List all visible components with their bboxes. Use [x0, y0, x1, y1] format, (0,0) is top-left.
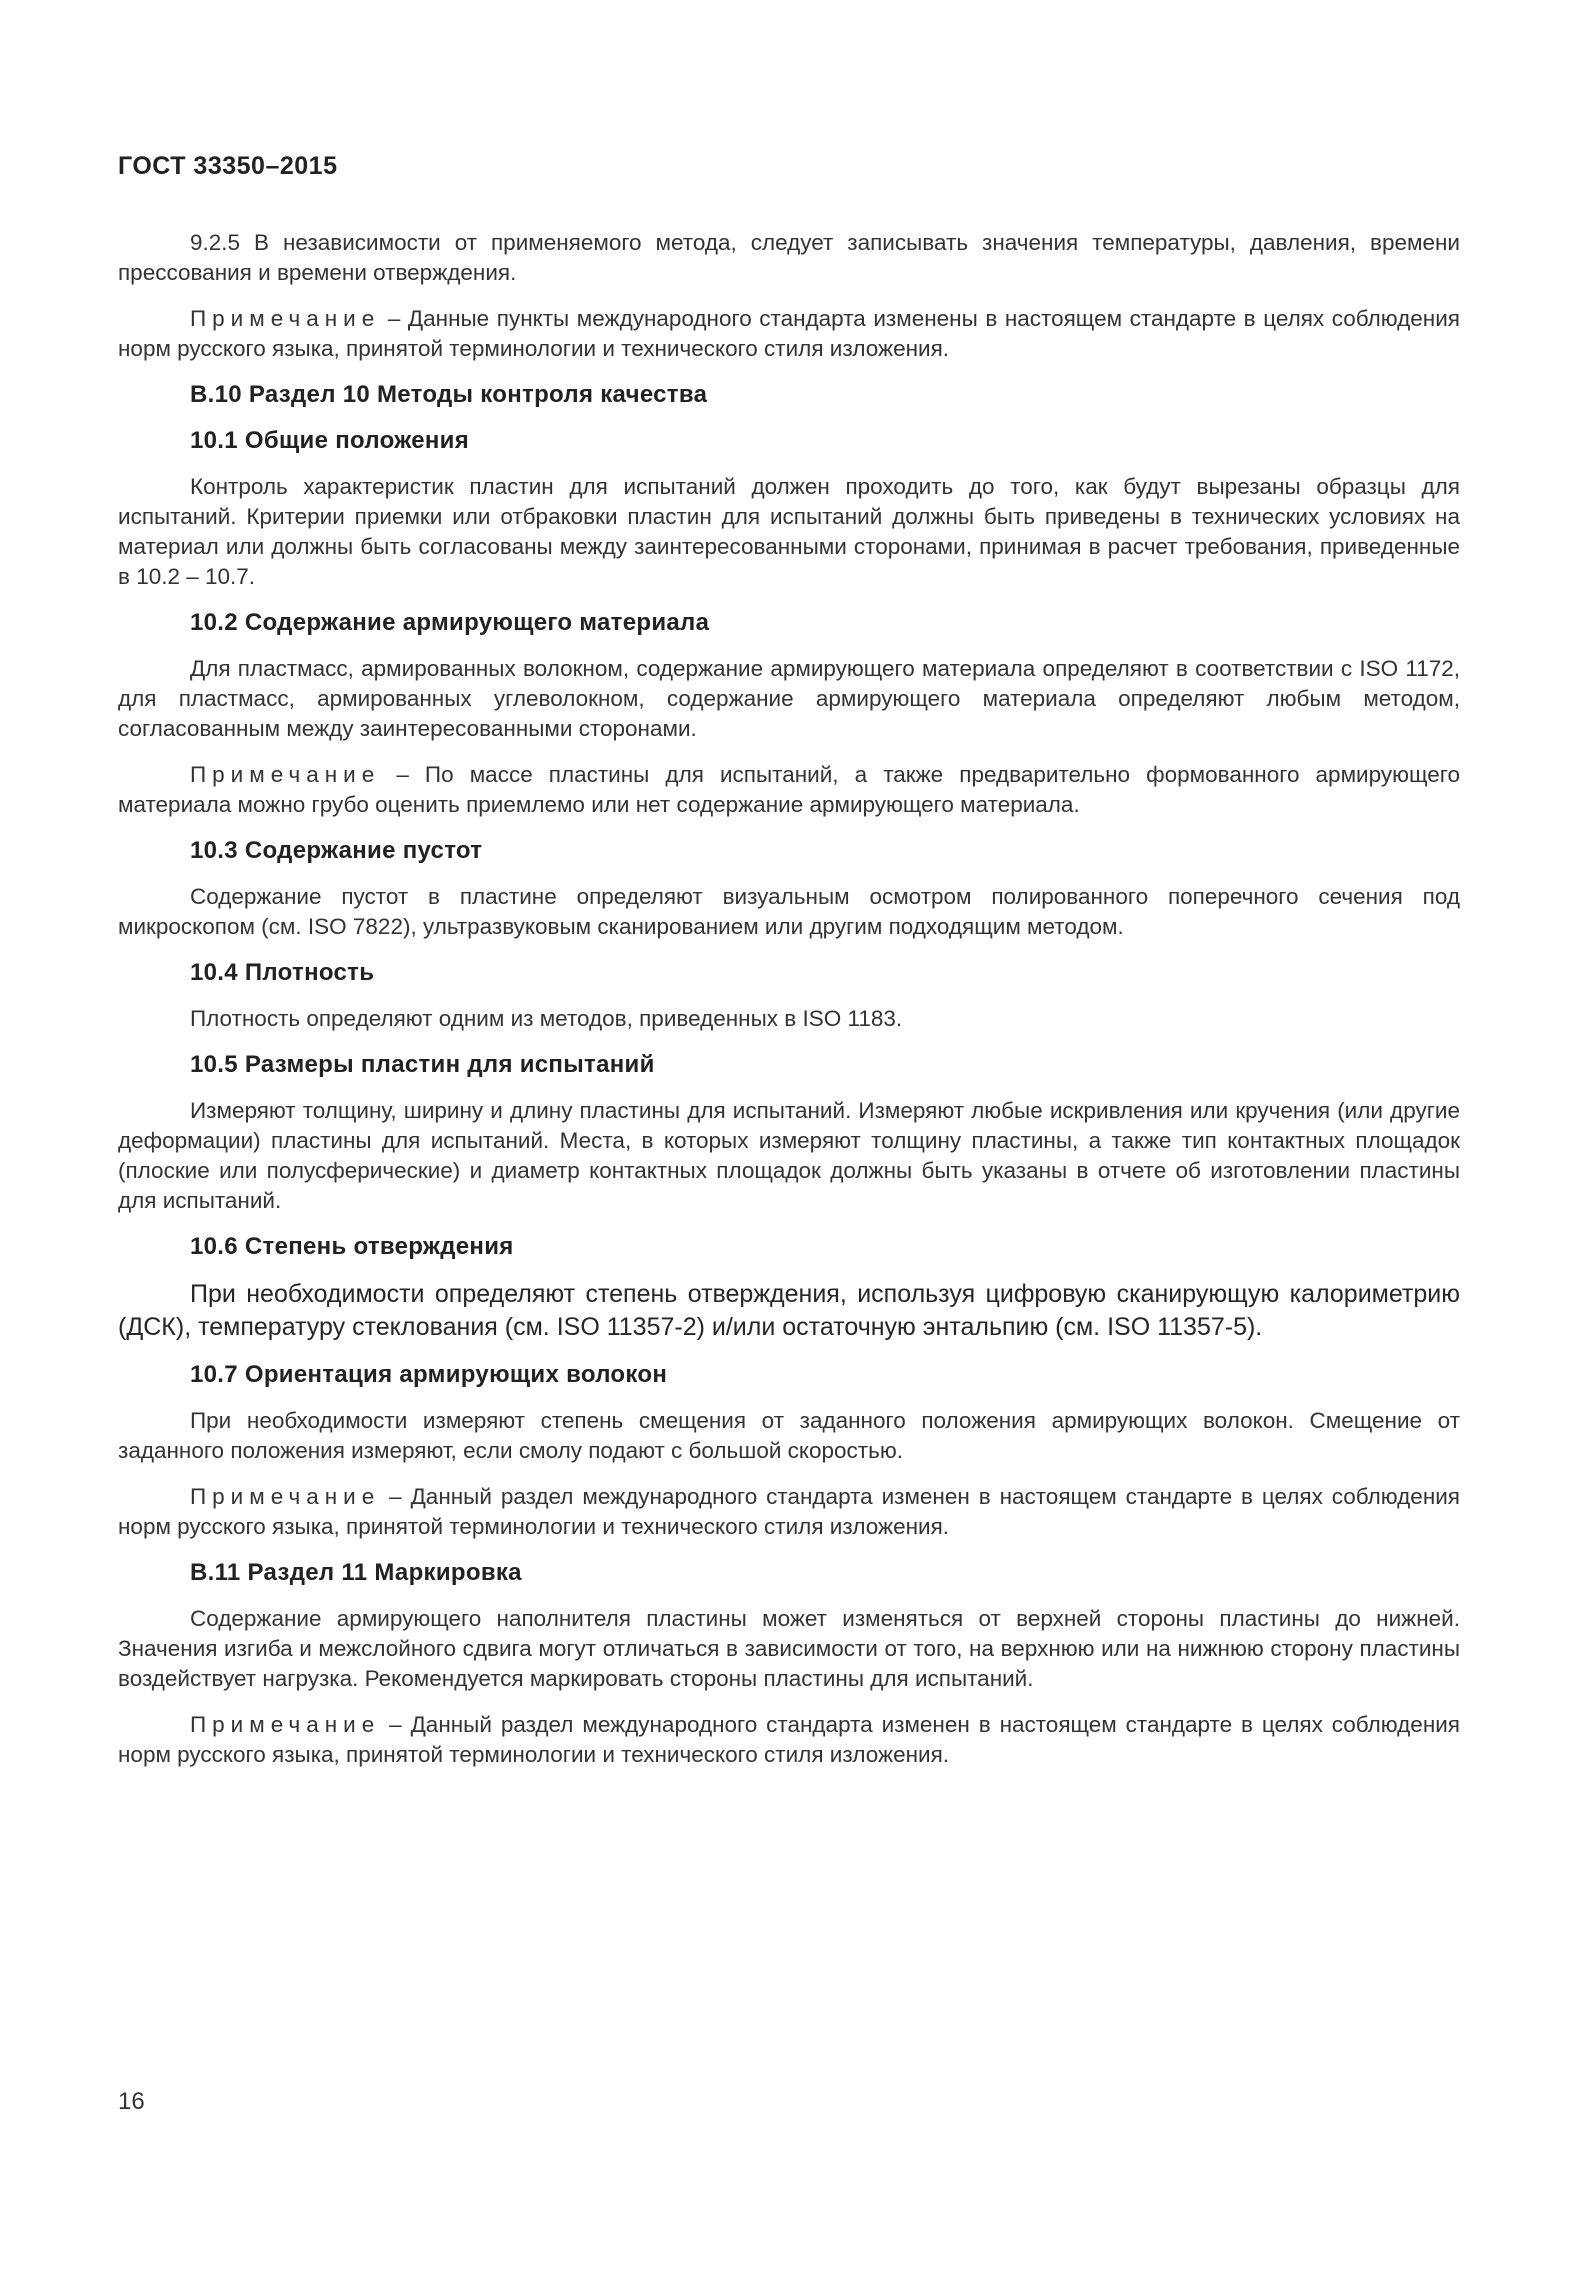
section-heading-10-7: 10.7 Ориентация армирующих волокон — [190, 1361, 668, 1388]
paragraph-10-4: Плотность определяют одним из методов, приведенных в ISO 1183. — [190, 1006, 903, 1031]
section-heading-10-4: 10.4 Плотность — [190, 959, 375, 986]
paragraph-10-7: При необходимости измеряют степень смещения от заданного положения армирующих волокон. Смещение от заданного положения измеряют, если смолу подают с большой скоростью. — [118, 1408, 1460, 1463]
note-text: – По массе пластины для испытаний, а также предварительно формованного армирующего материала можно грубо оценить приемлемо или нет содержание армирующего материала. — [118, 762, 1460, 817]
note-label: Примечание — [190, 306, 381, 331]
paragraph-9-2-5: 9.2.5 В независимости от применяемого метода, следует записывать значения температуры, давления, времени прессования и времени отверждения. — [118, 230, 1460, 285]
note-paragraph — [118, 304, 1460, 364]
paragraph-b11: Содержание армирующего наполнителя пластины может изменяться от верхней стороны пластины до нижней. Значения изгиба и межслойного сдвига могут отличаться в зависимости от того, на верхнюю или на нижнюю сторону пластины воздействует нагрузка. Рекомендуется маркировать стороны пластины для испытаний. — [118, 1606, 1460, 1691]
note-text: – Данный раздел международного стандарта изменен в настоящем стандарте в целях соблюдения норм русского языка, принятой терминологии и технического стиля изложения. — [118, 1484, 1460, 1539]
paragraph-10-1: Контроль характеристик пластин для испытаний должен проходить до того, как будут вырезаны образцы для испытаний. Критерии приемки или отбраковки пластин для испытаний должны быть приведены в технических условиях на материал или должны быть согласованы между заинтересованными сторонами, принимая в расчет требования, приведенные в 10.2 – 10.7. — [118, 474, 1460, 589]
note-label: Примечание — [190, 1484, 381, 1509]
section-heading-b11: В.11 Раздел 11 Маркировка — [190, 1559, 522, 1586]
document-id-header: ГОСТ 33350–2015 — [118, 152, 338, 180]
note-text: – Данный раздел международного стандарта изменен в настоящем стандарте в целях соблюдения норм русского языка, принятой терминологии и технического стиля изложения. — [118, 1712, 1460, 1767]
note-paragraph — [118, 1710, 1460, 1770]
note-paragraph — [118, 760, 1460, 820]
page-number: 16 — [118, 2088, 145, 2115]
page-content — [118, 228, 1460, 1786]
section-heading-10-2: 10.2 Содержание армирующего материала — [190, 609, 710, 636]
section-heading-b10: В.10 Раздел 10 Методы контроля качества — [190, 381, 708, 408]
section-heading-10-3: 10.3 Содержание пустот — [190, 837, 483, 864]
section-heading-10-5: 10.5 Размеры пластин для испытаний — [190, 1051, 655, 1078]
section-heading-10-6: 10.6 Степень отверждения — [190, 1233, 514, 1260]
note-paragraph — [118, 1482, 1460, 1542]
note-label: Примечание — [190, 1712, 381, 1737]
note-text: – Данные пункты международного стандарта изменены в настоящем стандарте в целях соблюдения норм русского языка, принятой терминологии и технического стиля изложения. — [118, 306, 1460, 361]
paragraph-10-5: Измеряют толщину, ширину и длину пластины для испытаний. Измеряют любые искривления или кручения (или другие деформации) пластины для испытаний. Места, в которых измеряют толщину пластины, а также тип контактных площадок (плоские или полусферические) и диаметр контактных площадок должны быть указаны в отчете об изготовлении пластины для испытаний. — [118, 1098, 1460, 1213]
section-heading-10-1: 10.1 Общие положения — [190, 427, 470, 454]
paragraph-10-6: При необходимости определяют степень отверждения, используя цифровую сканирующую калориметрию (ДСК), температуру стеклования (см. ISO 11357-2) и/или остаточную энтальпию (см. ISO 11357-5). — [118, 1280, 1460, 1341]
paragraph-10-2: Для пластмасс, армированных волокном, содержание армирующего материала определяют в соответствии с ISO 1172, для пластмасс, армированных углеволокном, содержание армирующего материала определяют любым методом, согласованным между заинтересованными сторонами. — [118, 656, 1460, 741]
paragraph-10-3: Содержание пустот в пластине определяют визуальным осмотром полированного поперечного сечения под микроскопом (см. ISO 7822), ультразвуковым сканированием или другим подходящим методом. — [118, 884, 1460, 939]
note-label: Примечание — [190, 762, 381, 787]
